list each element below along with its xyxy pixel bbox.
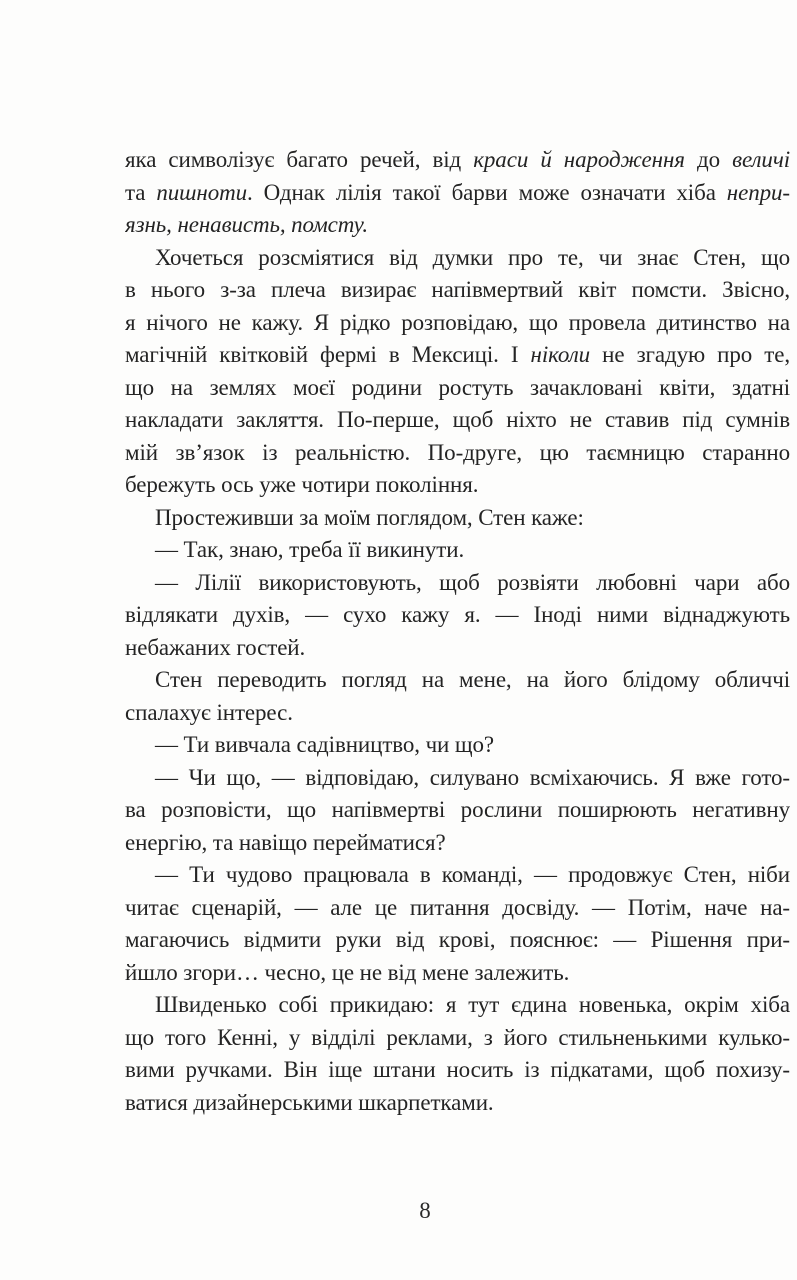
- text-line: мій зв’язок із реальністю. По-друге, цю таємницю старанно: [125, 439, 790, 465]
- paragraph: [125, 664, 790, 729]
- text-line: читає сценарій, — але це питання досвіду. — Потім, наче на-: [125, 894, 790, 920]
- paragraph: [125, 502, 790, 535]
- text-line: Швиденько собі прикидаю: я тут єдина новенька, окрім хіба: [155, 992, 790, 1017]
- text-line: Стен переводить погляд на мене, на його блідому обличчі: [155, 667, 790, 692]
- text-line: ватися дизайнерськими шкарпетками.: [125, 1089, 494, 1115]
- paragraph: [125, 859, 790, 989]
- paragraph: [125, 762, 790, 860]
- text-line: — Чи що, — відповідаю, силувано всміхаючись. Я вже гото-: [155, 764, 790, 790]
- text-line: ва розповісти, що напівмертві рослини поширюють негативну: [125, 797, 790, 822]
- paragraph: [125, 729, 790, 762]
- text-line: Простеживши за моїм поглядом, Стен каже:: [155, 504, 584, 530]
- paragraph: [125, 242, 790, 502]
- page-number: 8: [419, 1198, 431, 1223]
- text-line: язнь, ненависть, помсту.: [125, 212, 368, 237]
- text-line: спалахує інтерес.: [125, 699, 293, 725]
- paragraph: [125, 144, 790, 242]
- text-line: магічній квітковій фермі в Мексиці. І ніколи не згадую про те,: [125, 342, 790, 367]
- text-line: Хочеться розсміятися від думки про те, чи знає Стен, що: [155, 244, 790, 270]
- text-line: — Ти вивчала садівництво, чи що?: [155, 732, 495, 757]
- text-line: відлякати духів, — сухо кажу я. — Іноді ними віднаджують: [125, 602, 790, 627]
- text-line: — Лілії використовують, щоб розвіяти любовні чари або: [155, 569, 790, 595]
- text-line: яка символізує багато речей, від краси й народження до величі: [125, 147, 790, 172]
- text-line: що на землях моєї родини ростуть зачакловані квіти, здатні: [125, 374, 790, 400]
- text-line: небажаних гостей.: [125, 634, 306, 660]
- paragraph: [125, 989, 790, 1119]
- text-line: магаючись відмити руки від крові, пояснює: — Рішення при-: [125, 927, 790, 952]
- text-line: накладати закляття. По-перше, щоб ніхто не ставив під сумнів: [125, 407, 790, 432]
- text-line: йшло згори… чесно, це не від мене залежить.: [125, 959, 570, 985]
- text-line: — Так, знаю, треба її викинути.: [155, 537, 465, 562]
- text-line: що того Кенні, у відділі реклами, з його стильненькими кулько-: [125, 1024, 790, 1050]
- text-line: — Ти чудово працювала в команді, — продовжує Стен, ніби: [155, 862, 790, 887]
- text-line: енергію, та навіщо перейматися?: [125, 829, 446, 855]
- paragraph: [125, 534, 790, 567]
- text-block: [125, 144, 790, 1119]
- text-line: вими ручками. Він іще штани носить із підкатами, щоб похизу-: [125, 1057, 790, 1082]
- paragraph: [125, 567, 790, 665]
- text-line: в нього з-за плеча визирає напівмертвий квіт помсти. Звісно,: [125, 277, 790, 302]
- text-line: бережуть ось уже чотири покоління.: [125, 472, 479, 497]
- text-line: я нічого не кажу. Я рідко розповідаю, що провела дитинство на: [125, 309, 790, 335]
- text-line: та пишноти. Однак лілія такої барви може означати хіба непри-: [125, 179, 790, 205]
